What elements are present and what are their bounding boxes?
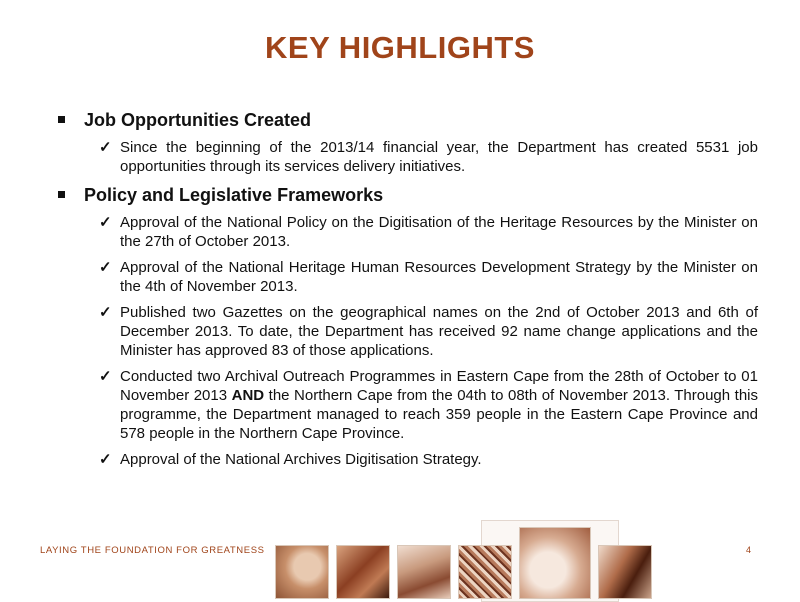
list-item: ✓ Published two Gazettes on the geographical names on the 2nd of October 2013 and 6th of December 2013. To date, the Department has received 92 name change applications and the Minister has approved 83 of those applications. [99,304,758,359]
checkmark-icon: ✓ [99,139,112,156]
heritage-photo-craft [397,545,451,599]
checkmark-icon: ✓ [99,214,112,231]
section-job-opportunities [58,108,758,176]
footer-image-strip [275,545,659,599]
square-bullet-icon [58,116,65,123]
checkmark-icon: ✓ [99,304,112,321]
square-bullet-icon [58,191,65,198]
checkmark-icon: ✓ [99,368,112,385]
page-number: 4 [746,545,752,555]
heritage-photo-dancers [336,545,390,599]
list-item: ✓ Since the beginning of the 2013/14 financial year, the Department has created 5531 job opportunities through its services delivery initiatives. [99,139,758,175]
heritage-photo-ballet [519,527,591,599]
list-item: ✓ Conducted two Archival Outreach Programmes in Eastern Cape from the 28th of October to 01 November 2013 AND the Northern Cape from the 04th to 08th of November 2013. Through this programme, the Department managed to reach 359 people in the Eastern Cape Province and 578 people in the Northern Cape Province. [99,368,758,442]
section-policy-frameworks [58,183,758,469]
heritage-photo-saxophone [598,545,652,599]
section-heading: Job Opportunities Created [84,110,312,130]
list-item: ✓ Approval of the National Policy on the Digitisation of the Heritage Resources by the Minister on the 27th of October 2013. [99,214,758,250]
checkmark-icon: ✓ [99,451,112,468]
checkmark-icon: ✓ [99,259,112,276]
list-item: ✓ Approval of the National Archives Digitisation Strategy. [99,451,482,468]
heritage-photo-beadwork [458,545,512,599]
list-item: ✓ Approval of the National Heritage Human Resources Development Strategy by the Minister on the 4th of November 2013. [99,259,758,295]
footer-tagline: LAYING THE FOUNDATION FOR GREATNESS [40,545,265,556]
heritage-photo-hands [275,545,329,599]
page-title: KEY HIGHLIGHTS [265,30,535,65]
section-heading: Policy and Legislative Frameworks [84,185,384,205]
highlights-list [58,108,758,476]
